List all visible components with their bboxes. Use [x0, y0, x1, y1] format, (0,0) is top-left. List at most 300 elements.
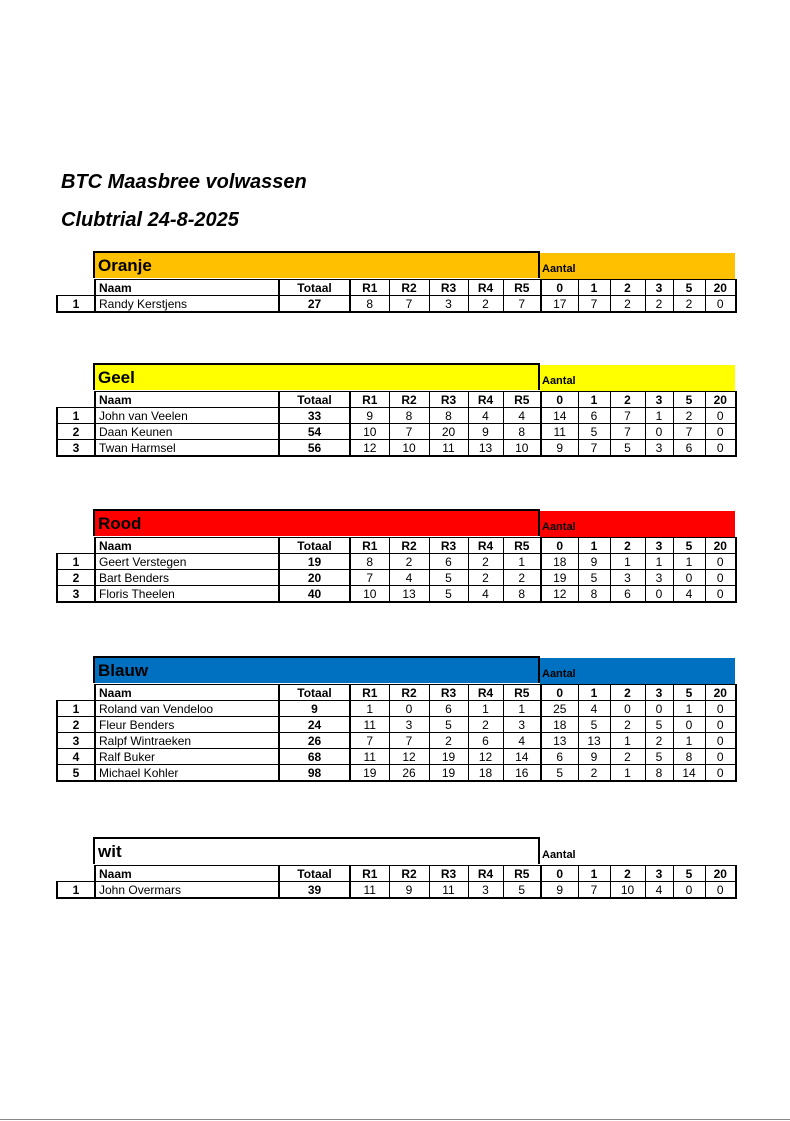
round-header: R3: [429, 392, 468, 408]
round-score-cell: 4: [468, 408, 503, 424]
count-header: 20: [705, 866, 736, 882]
round-score-cell: 5: [429, 717, 468, 733]
count-cell: 1: [610, 765, 645, 782]
count-cell: 1: [610, 554, 645, 570]
round-score-cell: 14: [503, 749, 541, 765]
table-row: [57, 765, 736, 782]
count-cell: 0: [705, 570, 736, 586]
round-score-cell: 7: [350, 570, 389, 586]
round-score-cell: 11: [429, 440, 468, 457]
results-table: [56, 684, 737, 782]
rank-cell: 2: [57, 424, 95, 440]
count-cell: 0: [705, 749, 736, 765]
round-score-cell: 19: [429, 749, 468, 765]
count-cell: 25: [541, 701, 578, 717]
round-score-cell: 6: [429, 554, 468, 570]
rank-cell: 1: [57, 296, 95, 313]
group-name-cell: [93, 363, 540, 390]
round-score-cell: 19: [429, 765, 468, 782]
rank-cell: 2: [57, 570, 95, 586]
count-header: 2: [610, 538, 645, 554]
round-score-cell: 3: [503, 717, 541, 733]
table-row: [57, 882, 736, 899]
round-header: R3: [429, 685, 468, 701]
round-score-cell: 3: [429, 296, 468, 313]
round-header: R3: [429, 538, 468, 554]
round-score-cell: 2: [429, 733, 468, 749]
rider-name-cell: Roland van Vendeloo: [95, 701, 279, 717]
count-cell: 7: [673, 424, 705, 440]
count-cell: 6: [610, 586, 645, 603]
count-cell: 5: [645, 749, 673, 765]
count-cell: 13: [541, 733, 578, 749]
count-cell: 12: [541, 586, 578, 603]
round-score-cell: 18: [468, 765, 503, 782]
table-row: [57, 749, 736, 765]
rank-cell: 3: [57, 586, 95, 603]
group-name: Geel: [98, 368, 135, 387]
count-cell: 6: [578, 408, 610, 424]
aantal-header-cell: [540, 365, 735, 391]
round-score-cell: 20: [429, 424, 468, 440]
round-score-cell: 2: [468, 570, 503, 586]
rider-name-cell: Daan Keunen: [95, 424, 279, 440]
total-header: Totaal: [279, 538, 350, 554]
aantal-label: Aantal: [542, 849, 576, 861]
count-header: 2: [610, 280, 645, 296]
count-cell: 2: [610, 296, 645, 313]
total-header: Totaal: [279, 392, 350, 408]
rank-header: [57, 866, 95, 882]
rank-header: [57, 685, 95, 701]
round-score-cell: 3: [389, 717, 429, 733]
rider-name-cell: Ralpf Wintraeken: [95, 733, 279, 749]
count-cell: 9: [578, 749, 610, 765]
count-header: 5: [673, 392, 705, 408]
aantal-header-cell: [540, 658, 735, 684]
count-header: 3: [645, 866, 673, 882]
name-header: Naam: [95, 392, 279, 408]
count-cell: 0: [705, 440, 736, 457]
round-header: R1: [350, 685, 389, 701]
count-header: 2: [610, 392, 645, 408]
round-header: R4: [468, 280, 503, 296]
count-cell: 0: [705, 765, 736, 782]
rider-name-cell: Ralf Buker: [95, 749, 279, 765]
round-header: R5: [503, 866, 541, 882]
results-table: [56, 279, 737, 313]
round-score-cell: 13: [389, 586, 429, 603]
count-cell: 2: [673, 296, 705, 313]
count-cell: 11: [541, 424, 578, 440]
aantal-label: Aantal: [542, 375, 576, 387]
round-score-cell: 8: [429, 408, 468, 424]
rank-header: [57, 538, 95, 554]
round-score-cell: 3: [468, 882, 503, 899]
table-row: [57, 408, 736, 424]
count-cell: 2: [645, 296, 673, 313]
round-score-cell: 10: [350, 424, 389, 440]
count-cell: 2: [645, 733, 673, 749]
count-cell: 0: [673, 882, 705, 899]
round-score-cell: 9: [468, 424, 503, 440]
count-cell: 2: [610, 749, 645, 765]
round-score-cell: 9: [389, 882, 429, 899]
round-header: R5: [503, 392, 541, 408]
count-cell: 7: [610, 408, 645, 424]
table-row: [57, 424, 736, 440]
count-cell: 6: [541, 749, 578, 765]
round-header: R4: [468, 392, 503, 408]
rider-name-cell: Randy Kerstjens: [95, 296, 279, 313]
round-header: R2: [389, 538, 429, 554]
group-name: Blauw: [98, 661, 149, 680]
group-name-cell: [93, 509, 540, 536]
name-header: Naam: [95, 866, 279, 882]
rank-cell: 1: [57, 882, 95, 899]
round-score-cell: 4: [503, 408, 541, 424]
table-row: [57, 296, 736, 313]
round-score-cell: 6: [468, 733, 503, 749]
count-cell: 0: [645, 586, 673, 603]
count-cell: 8: [645, 765, 673, 782]
round-score-cell: 7: [389, 733, 429, 749]
rider-name-cell: Fleur Benders: [95, 717, 279, 733]
total-header: Totaal: [279, 866, 350, 882]
count-header: 20: [705, 280, 736, 296]
round-score-cell: 11: [350, 749, 389, 765]
count-header: 3: [645, 280, 673, 296]
total-cell: 98: [279, 765, 350, 782]
round-score-cell: 26: [389, 765, 429, 782]
round-score-cell: 10: [350, 586, 389, 603]
round-score-cell: 8: [350, 296, 389, 313]
round-score-cell: 7: [389, 424, 429, 440]
aantal-label: Aantal: [542, 668, 576, 680]
round-score-cell: 5: [503, 882, 541, 899]
aantal-header-cell: [540, 839, 735, 865]
round-score-cell: 8: [503, 586, 541, 603]
count-cell: 1: [645, 408, 673, 424]
group-header: [93, 363, 735, 391]
count-header: 5: [673, 866, 705, 882]
round-score-cell: 10: [503, 440, 541, 457]
name-header: Naam: [95, 685, 279, 701]
round-header: R4: [468, 866, 503, 882]
round-score-cell: 2: [468, 554, 503, 570]
total-cell: 19: [279, 554, 350, 570]
round-score-cell: 7: [389, 296, 429, 313]
round-score-cell: 10: [389, 440, 429, 457]
round-score-cell: 13: [468, 440, 503, 457]
round-header: R3: [429, 280, 468, 296]
round-score-cell: 4: [389, 570, 429, 586]
count-cell: 7: [578, 882, 610, 899]
count-cell: 9: [541, 882, 578, 899]
rider-name-cell: John van Veelen: [95, 408, 279, 424]
rank-cell: 4: [57, 749, 95, 765]
count-header: 20: [705, 392, 736, 408]
rider-name-cell: Michael Kohler: [95, 765, 279, 782]
count-header: 0: [541, 280, 578, 296]
column-header-row: [57, 685, 736, 701]
count-header: 0: [541, 538, 578, 554]
round-score-cell: 6: [429, 701, 468, 717]
round-header: R5: [503, 685, 541, 701]
count-cell: 0: [705, 733, 736, 749]
count-cell: 0: [705, 296, 736, 313]
count-header: 1: [578, 538, 610, 554]
count-header: 1: [578, 866, 610, 882]
count-cell: 5: [578, 424, 610, 440]
column-header-row: [57, 538, 736, 554]
count-cell: 0: [705, 408, 736, 424]
group-header: [93, 837, 735, 865]
count-cell: 4: [645, 882, 673, 899]
table-row: [57, 733, 736, 749]
round-score-cell: 1: [503, 701, 541, 717]
count-cell: 3: [645, 440, 673, 457]
event-subtitle: Clubtrial 24-8-2025: [61, 209, 239, 231]
total-cell: 54: [279, 424, 350, 440]
table-row: [57, 570, 736, 586]
count-header: 0: [541, 685, 578, 701]
results-table: [56, 537, 737, 603]
count-cell: 18: [541, 554, 578, 570]
group-header: [93, 251, 735, 279]
rank-cell: 1: [57, 408, 95, 424]
round-header: R4: [468, 685, 503, 701]
count-cell: 5: [578, 570, 610, 586]
round-score-cell: 11: [429, 882, 468, 899]
round-header: R3: [429, 866, 468, 882]
count-cell: 0: [705, 554, 736, 570]
round-header: R1: [350, 538, 389, 554]
rank-cell: 1: [57, 554, 95, 570]
round-score-cell: 5: [429, 570, 468, 586]
total-cell: 39: [279, 882, 350, 899]
rider-name-cell: Bart Benders: [95, 570, 279, 586]
rank-header: [57, 280, 95, 296]
round-score-cell: 9: [350, 408, 389, 424]
count-cell: 4: [578, 701, 610, 717]
round-score-cell: 8: [350, 554, 389, 570]
count-cell: 1: [673, 733, 705, 749]
round-score-cell: 2: [468, 717, 503, 733]
count-cell: 9: [578, 554, 610, 570]
count-cell: 0: [673, 570, 705, 586]
round-header: R1: [350, 866, 389, 882]
aantal-header-cell: [540, 511, 735, 537]
total-cell: 24: [279, 717, 350, 733]
round-score-cell: 12: [350, 440, 389, 457]
round-score-cell: 11: [350, 882, 389, 899]
round-header: R2: [389, 280, 429, 296]
round-header: R5: [503, 538, 541, 554]
count-cell: 0: [705, 586, 736, 603]
round-score-cell: 8: [389, 408, 429, 424]
results-table: [56, 391, 737, 457]
count-cell: 0: [705, 882, 736, 899]
count-header: 0: [541, 392, 578, 408]
count-cell: 7: [578, 296, 610, 313]
rank-cell: 5: [57, 765, 95, 782]
count-cell: 7: [578, 440, 610, 457]
count-cell: 0: [645, 701, 673, 717]
round-score-cell: 2: [468, 296, 503, 313]
count-cell: 17: [541, 296, 578, 313]
count-cell: 5: [610, 440, 645, 457]
round-score-cell: 1: [503, 554, 541, 570]
group-name: Rood: [98, 514, 142, 533]
count-cell: 1: [673, 701, 705, 717]
round-score-cell: 2: [503, 570, 541, 586]
count-cell: 14: [541, 408, 578, 424]
count-cell: 10: [610, 882, 645, 899]
total-cell: 33: [279, 408, 350, 424]
count-cell: 14: [673, 765, 705, 782]
count-cell: 9: [541, 440, 578, 457]
count-cell: 7: [610, 424, 645, 440]
rank-cell: 1: [57, 701, 95, 717]
round-header: R2: [389, 685, 429, 701]
count-cell: 6: [673, 440, 705, 457]
round-score-cell: 1: [468, 701, 503, 717]
count-header: 0: [541, 866, 578, 882]
total-cell: 20: [279, 570, 350, 586]
rider-name-cell: Floris Theelen: [95, 586, 279, 603]
name-header: Naam: [95, 280, 279, 296]
round-score-cell: 1: [350, 701, 389, 717]
count-cell: 0: [705, 717, 736, 733]
round-score-cell: 12: [468, 749, 503, 765]
count-header: 1: [578, 685, 610, 701]
count-cell: 3: [610, 570, 645, 586]
round-score-cell: 8: [503, 424, 541, 440]
rank-cell: 3: [57, 733, 95, 749]
round-header: R5: [503, 280, 541, 296]
count-header: 20: [705, 538, 736, 554]
group-header: [93, 509, 735, 537]
rank-cell: 3: [57, 440, 95, 457]
group-name-cell: [93, 656, 540, 683]
total-cell: 9: [279, 701, 350, 717]
count-header: 3: [645, 538, 673, 554]
table-row: [57, 440, 736, 457]
group-name-cell: [93, 837, 540, 864]
count-cell: 0: [610, 701, 645, 717]
count-header: 5: [673, 685, 705, 701]
count-header: 5: [673, 280, 705, 296]
round-score-cell: 7: [350, 733, 389, 749]
count-cell: 0: [705, 701, 736, 717]
total-cell: 27: [279, 296, 350, 313]
column-header-row: [57, 392, 736, 408]
group-header: [93, 656, 735, 684]
round-score-cell: 5: [429, 586, 468, 603]
round-score-cell: 2: [389, 554, 429, 570]
round-score-cell: 12: [389, 749, 429, 765]
round-header: R1: [350, 392, 389, 408]
count-cell: 19: [541, 570, 578, 586]
page-bottom-rule: [0, 1119, 790, 1120]
rider-name-cell: Twan Harmsel: [95, 440, 279, 457]
table-row: [57, 586, 736, 603]
count-cell: 5: [578, 717, 610, 733]
count-cell: 1: [610, 733, 645, 749]
round-score-cell: 4: [503, 733, 541, 749]
round-score-cell: 7: [503, 296, 541, 313]
aantal-label: Aantal: [542, 521, 576, 533]
table-row: [57, 554, 736, 570]
round-header: R2: [389, 392, 429, 408]
count-header: 3: [645, 392, 673, 408]
count-header: 3: [645, 685, 673, 701]
round-score-cell: 11: [350, 717, 389, 733]
count-cell: 1: [645, 554, 673, 570]
round-score-cell: 16: [503, 765, 541, 782]
name-header: Naam: [95, 538, 279, 554]
column-header-row: [57, 280, 736, 296]
total-cell: 68: [279, 749, 350, 765]
count-cell: 8: [578, 586, 610, 603]
total-header: Totaal: [279, 685, 350, 701]
group-name-cell: [93, 251, 540, 278]
count-cell: 3: [645, 570, 673, 586]
rider-name-cell: John Overmars: [95, 882, 279, 899]
total-header: Totaal: [279, 280, 350, 296]
column-header-row: [57, 866, 736, 882]
count-header: 2: [610, 685, 645, 701]
count-cell: 5: [645, 717, 673, 733]
count-header: 1: [578, 280, 610, 296]
round-header: R2: [389, 866, 429, 882]
count-cell: 0: [705, 424, 736, 440]
count-cell: 8: [673, 749, 705, 765]
count-cell: 0: [645, 424, 673, 440]
round-header: R4: [468, 538, 503, 554]
count-header: 2: [610, 866, 645, 882]
count-cell: 1: [673, 554, 705, 570]
group-name: wit: [98, 842, 122, 861]
round-header: R1: [350, 280, 389, 296]
aantal-header-cell: [540, 253, 735, 279]
total-cell: 40: [279, 586, 350, 603]
rank-header: [57, 392, 95, 408]
table-row: [57, 701, 736, 717]
count-cell: 5: [541, 765, 578, 782]
table-row: [57, 717, 736, 733]
count-cell: 2: [610, 717, 645, 733]
rank-cell: 2: [57, 717, 95, 733]
count-cell: 4: [673, 586, 705, 603]
count-cell: 2: [578, 765, 610, 782]
count-cell: 13: [578, 733, 610, 749]
count-cell: 0: [673, 717, 705, 733]
count-cell: 2: [673, 408, 705, 424]
count-header: 1: [578, 392, 610, 408]
aantal-label: Aantal: [542, 263, 576, 275]
count-header: 5: [673, 538, 705, 554]
rider-name-cell: Geert Verstegen: [95, 554, 279, 570]
total-cell: 26: [279, 733, 350, 749]
round-score-cell: 4: [468, 586, 503, 603]
page-title: BTC Maasbree volwassen: [61, 171, 307, 193]
count-cell: 18: [541, 717, 578, 733]
count-header: 20: [705, 685, 736, 701]
group-name: Oranje: [98, 256, 152, 275]
round-score-cell: 19: [350, 765, 389, 782]
